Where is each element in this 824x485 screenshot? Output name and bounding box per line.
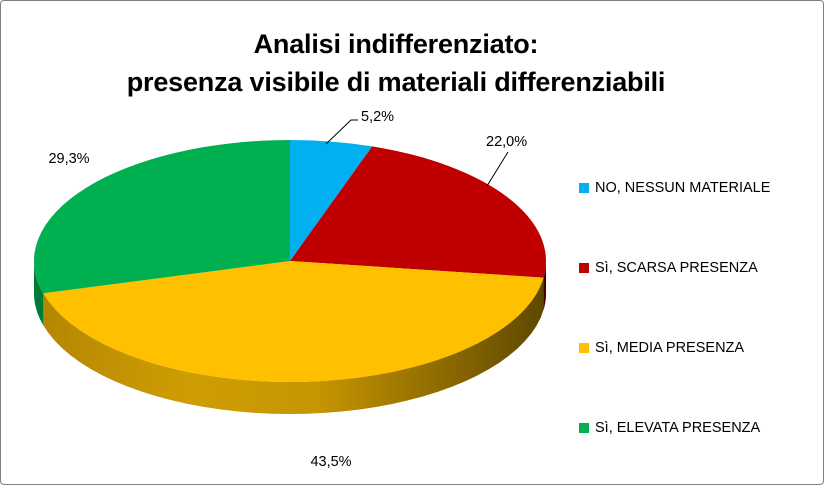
legend-swatch: [579, 183, 589, 193]
leader-line: [326, 120, 358, 144]
pie-chart: [1, 1, 823, 484]
legend-item-scarsa-presenza: [579, 258, 758, 278]
data-label: 29,3%: [48, 151, 90, 167]
legend-label: Sì, MEDIA PRESENZA: [595, 340, 745, 356]
data-label: 43,5%: [310, 454, 352, 470]
legend-label: NO, NESSUN MATERIALE: [595, 180, 771, 196]
legend-swatch: [579, 263, 589, 273]
pie-slices: [34, 140, 546, 382]
chart-title-line-1: Analisi indifferenziato:: [253, 29, 539, 59]
chart-title-line-2: presenza visibile di materiali differenziabili: [126, 67, 666, 97]
leader-line: [487, 152, 508, 186]
legend-item-nessun-materiale: [579, 178, 770, 198]
legend-swatch: [579, 423, 589, 433]
data-label: 22,0%: [486, 134, 528, 150]
legend-swatch: [579, 343, 589, 353]
legend-item-elevata-presenza: [579, 418, 760, 438]
legend-label: Sì, SCARSA PRESENZA: [595, 260, 758, 276]
legend-label: Sì, ELEVATA PRESENZA: [595, 420, 761, 436]
legend-item-media-presenza: [579, 338, 744, 358]
data-label: 5,2%: [361, 109, 395, 125]
